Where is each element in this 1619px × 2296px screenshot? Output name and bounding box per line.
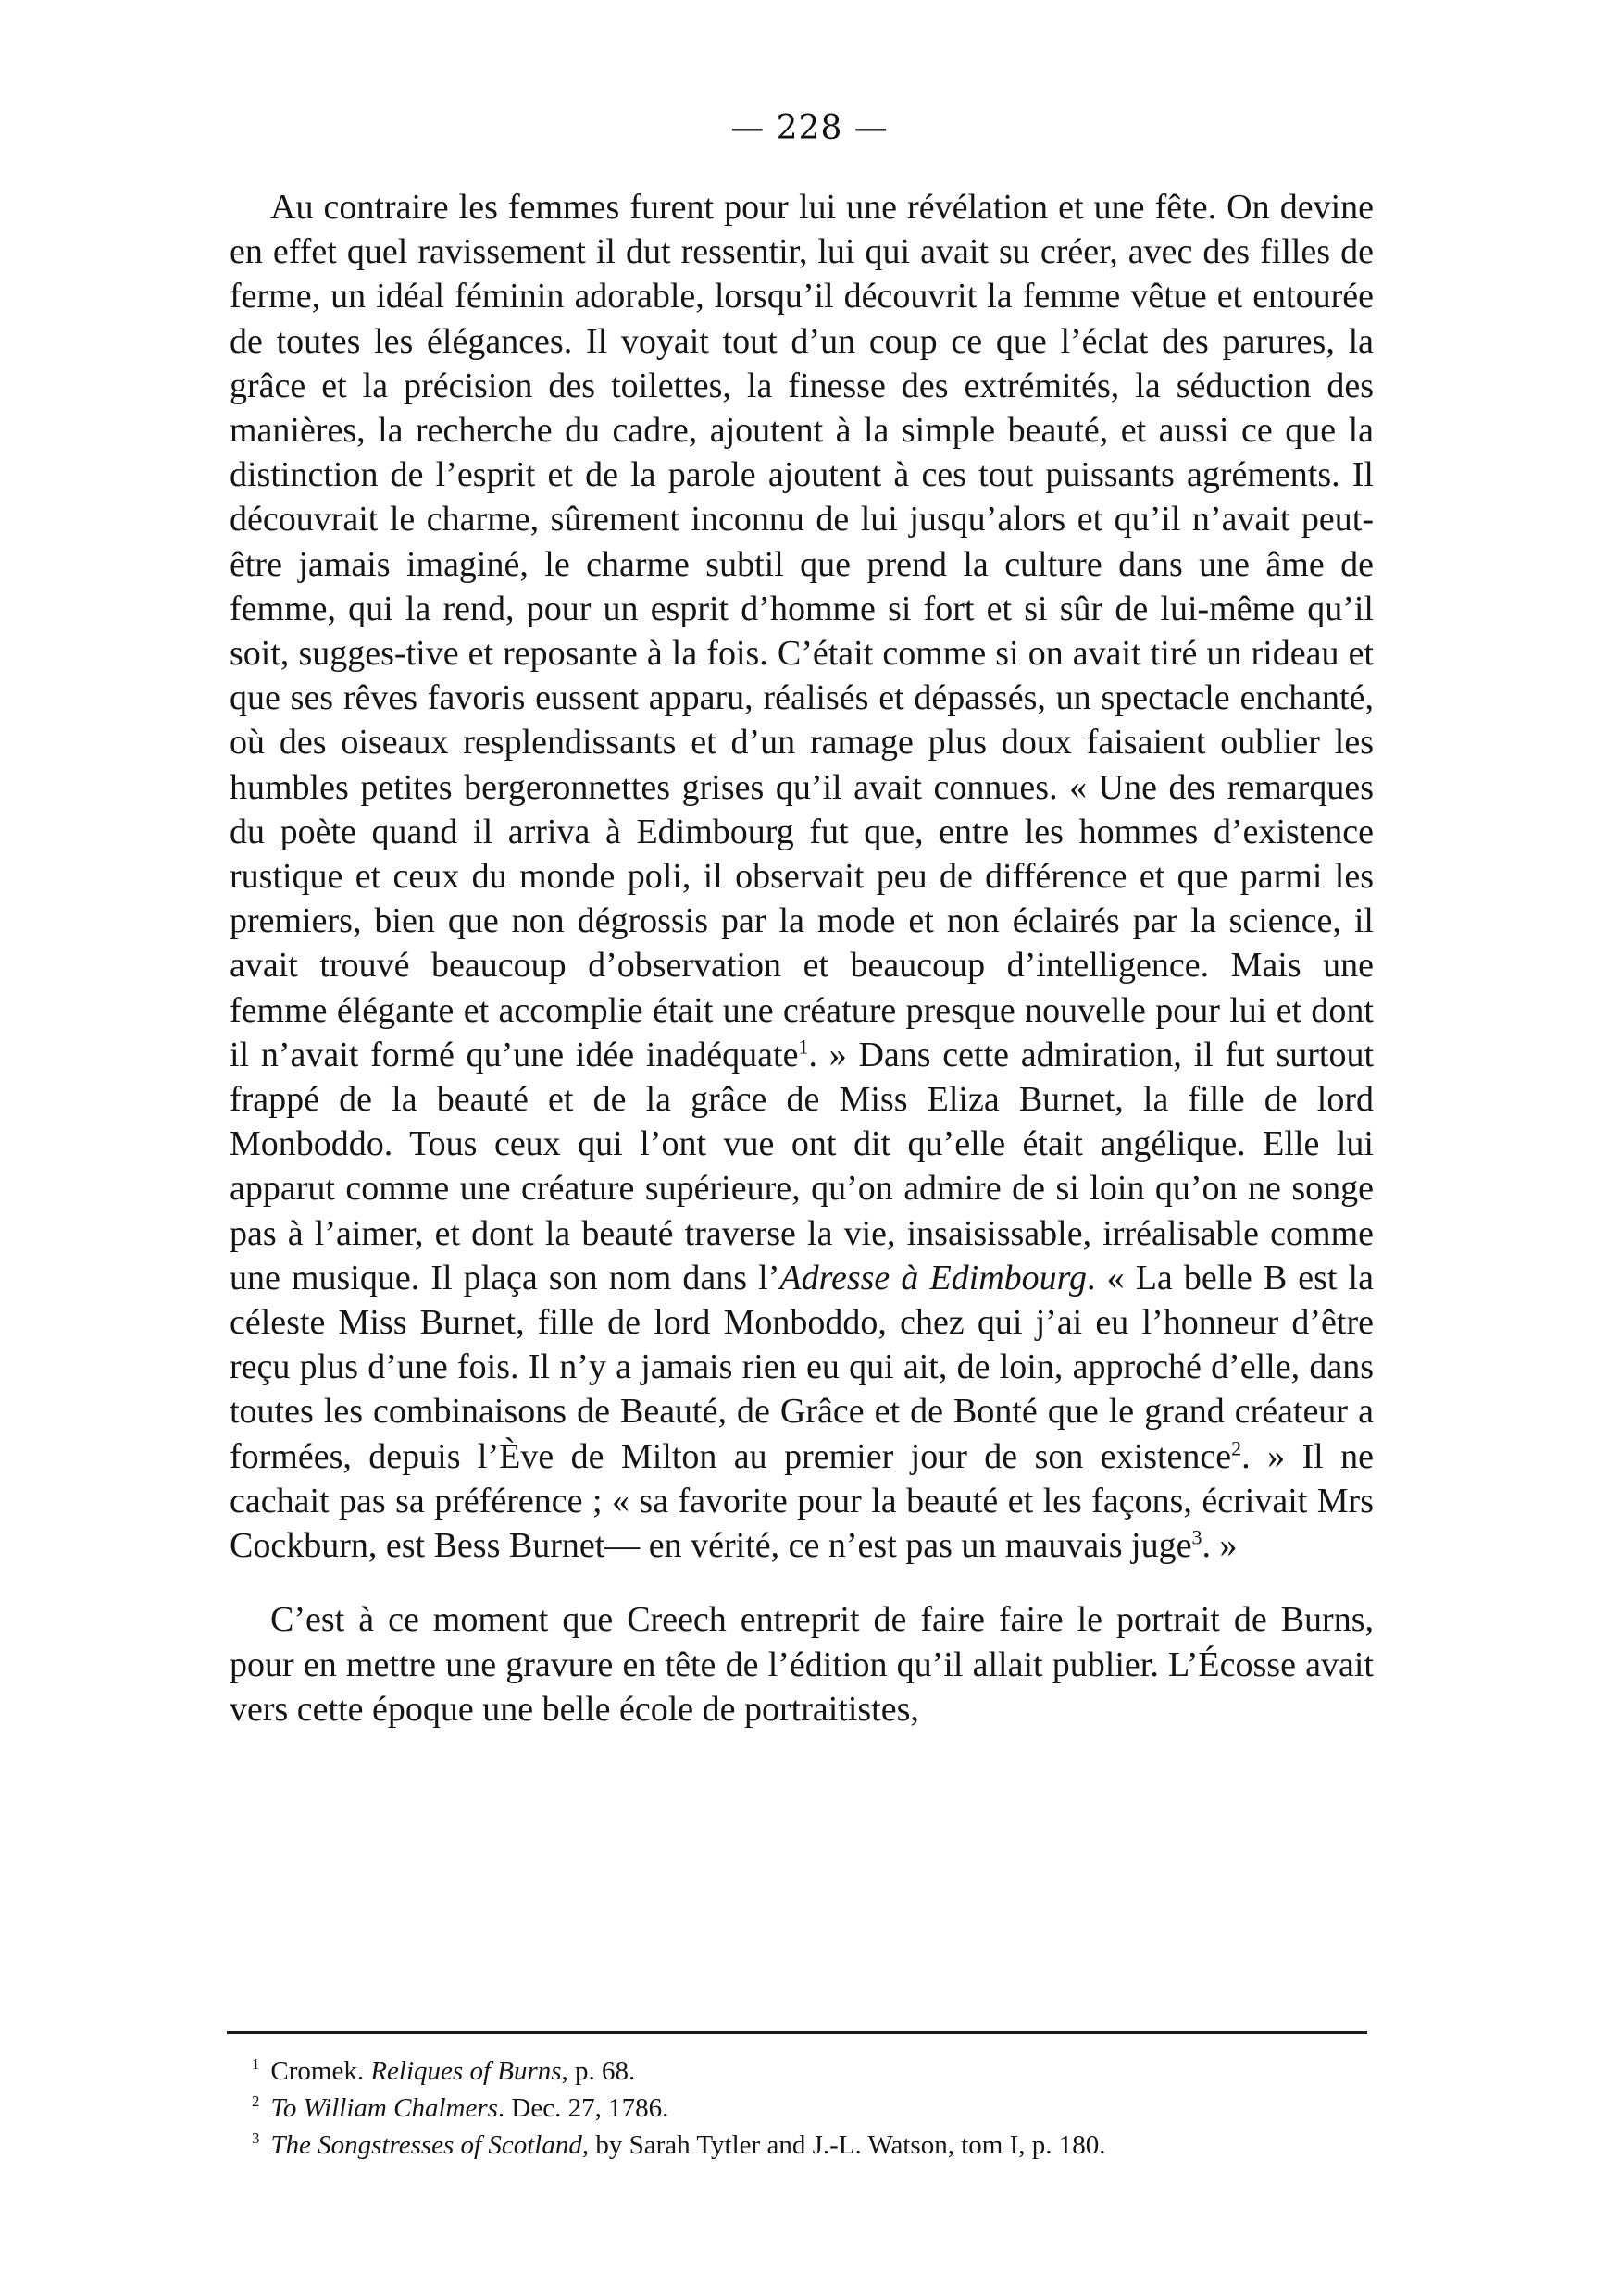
paragraph-2: C’est à ce moment que Creech entreprit de faire faire le portrait de Burns, pour en mettre une gravure en tête de l’édition qu’il allait publier. L’Écosse avait vers cette époque une belle école de portraitistes, bbox=[230, 1600, 1374, 1729]
footnote-text: Cromek. bbox=[270, 2056, 371, 2086]
paragraph-1-text-4: . » Il ne cachait pas sa préférence ; « sa favorite pour la beauté et les façons, écrivait Mrs Cockburn, est Bess Burnet— en vérité, ce n’est pas un mauvais juge bbox=[230, 1436, 1375, 1566]
footnote-2 bbox=[252, 2090, 1344, 2127]
paragraph-1-text-5: . » bbox=[1202, 1526, 1238, 1566]
footnote-reference-1: 1 bbox=[798, 1035, 809, 1059]
footnote-title: Reliques of Burns bbox=[370, 2056, 562, 2086]
paragraph-1-text-3: . « La belle B est la céleste Miss Burnet, fille de lord Monboddo, chez qui j’ai eu l’honneur d’être reçu plus d’une fois. Il n’y a jamais rien eu qui ait, de loin, approché d’elle, dans toutes les combinaisons de Beauté, de Grâce et de Bonté que le grand créateur a formées, depuis l’Ève de Milton au premier jour de son existence bbox=[230, 1258, 1374, 1476]
page-number: — 228 — bbox=[730, 109, 889, 147]
footnote-1 bbox=[252, 2053, 1344, 2090]
footnote-marker: 1 bbox=[252, 2055, 260, 2074]
footnote-text: . Dec. 27, 1786. bbox=[497, 2093, 669, 2123]
footnote-reference-2: 2 bbox=[1231, 1436, 1242, 1460]
footnote-text: , p. 68. bbox=[561, 2056, 636, 2086]
paragraph-1-text-1: Au contraire les femmes furent pour lui une révélation et une fête. On devine en effet quel ravissement il dut ressentir, lui qui avait su créer, avec des filles de ferme, un idéal féminin adorable, lorsqu’il découvrit la femme vêtue et entourée de toutes les élégances. Il voyait tout d’un coup ce que l’éclat des parures, la grâce et la précision des toilettes, la finesse des extrémités, la séduction des manières, la recherche du cadre, ajoutent à la simple beauté, et aussi ce que la distinction de l’esprit et de la parole ajoutent à ces tout puissants agréments. Il découvrait le charme, sûrement inconnu de lui jusqu’alors et qu’il n’avait peut-être jamais imaginé, le charme subtil que prend la culture dans une âme de femme, qui la rend, pour un esprit d’homme si fort et si sûr de lui-même qu’il soit, sugges-tive et reposante à la fois. C’était comme si on avait tiré un rideau et que ses rêves favoris eussent apparu, réalisés et dépassés, un spectacle enchanté, où des oiseaux resplendissants et d’un ramage plus doux faisaient oublier les humbles petites bergeronnettes grises qu’il avait connues. « Une des remarques du poète quand il arriva à Edimbourg fut que, entre les hommes d’existence rustique et ceux du monde poli, il observait peu de différence et que parmi les premiers, bien que non dégrossis par la mode et non éclairés par la science, il avait trouvé beaucoup d’observation et beaucoup d’intelligence. Mais une femme élégante et accomplie était une créature presque nouvelle pour lui et dont il n’avait formé qu’une idée inadéquate bbox=[230, 188, 1374, 1074]
footnote-text: by Sarah Tytler and J.-L. Watson, tom I, p. 180. bbox=[589, 2130, 1106, 2160]
footnote-3 bbox=[252, 2127, 1344, 2164]
paragraph-1-text-2: . » Dans cette admiration, il fut surtout frappé de la beauté et de la grâce de Miss Eliza Burnet, la fille de lord Monboddo. Tous ceux qui l’ont vue ont dit qu’elle était angélique. Elle lui apparut comme une créature supérieure, qu’on admire de si loin qu’on ne songe pas à l’aimer, et dont la beauté traverse la vie, insaisissable, irréalisable comme une musique. Il plaça son nom dans l’ bbox=[230, 1035, 1375, 1297]
footnote-divider bbox=[227, 2031, 1367, 2034]
main-text bbox=[230, 185, 1374, 1731]
paragraph-1 bbox=[230, 185, 1374, 1568]
footnote-title: The Songstresses of Scotland, bbox=[270, 2130, 590, 2160]
footnote-marker: 3 bbox=[252, 2129, 260, 2148]
footnote-title: To William Chalmers bbox=[270, 2093, 498, 2123]
footnotes bbox=[252, 2053, 1344, 2164]
footnote-marker: 2 bbox=[252, 2092, 260, 2111]
italic-title: Adresse à Edimbourg bbox=[779, 1258, 1088, 1297]
footnote-reference-3: 3 bbox=[1191, 1525, 1202, 1549]
